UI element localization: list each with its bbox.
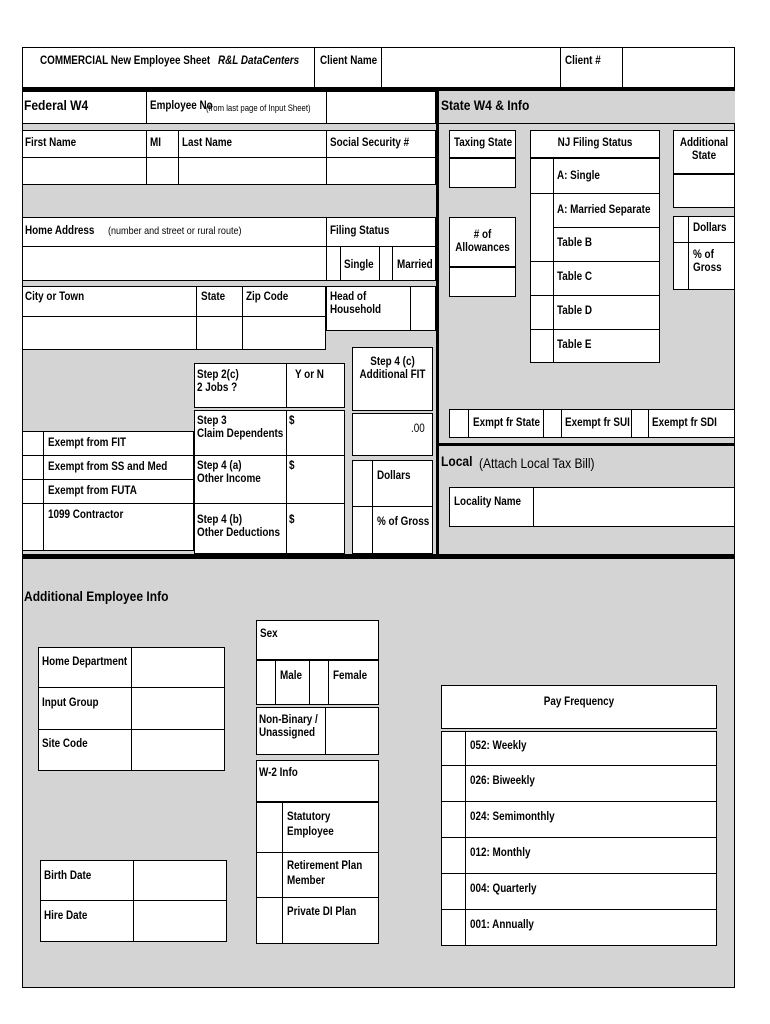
state-pct-checkbox[interactable] [674, 243, 688, 289]
local-title: Local [441, 453, 473, 469]
client-name-label: Client Name [320, 55, 378, 67]
home-address-label: Home Address [25, 225, 95, 237]
company-name: R&L DataCenters [218, 55, 300, 67]
site-code-input[interactable] [133, 731, 223, 770]
state-pct-label-1: % of [693, 249, 714, 261]
city-label: City or Town [25, 291, 85, 303]
hoh-label-1: Head of [330, 291, 367, 303]
step4a-label-2: Other Income [197, 473, 261, 485]
first-name-label: First Name [25, 137, 77, 149]
hoh-checkbox[interactable] [411, 287, 435, 330]
exempt-futa-label: Exempt from FUTA [48, 485, 137, 497]
employee-no-input[interactable] [328, 93, 434, 122]
step2c-label-2: 2 Jobs ? [197, 382, 238, 394]
private-di-label: Private DI Plan [287, 906, 357, 918]
step3-dollar: $ [289, 415, 295, 427]
exempt-fit-checkbox[interactable] [23, 432, 43, 454]
hire-date-label: Hire Date [44, 910, 88, 922]
client-number-input[interactable] [624, 49, 733, 86]
single-label: Single [344, 259, 374, 271]
nj-option-table-e[interactable]: Table E [557, 339, 592, 351]
exempt-ss-label: Exempt from SS and Med [48, 461, 168, 473]
nj-option-a-married[interactable]: A: Married Separate [557, 204, 651, 216]
last-name-label: Last Name [182, 137, 233, 149]
birth-date-label: Birth Date [44, 870, 92, 882]
exempt-futa-checkbox[interactable] [23, 480, 43, 502]
statutory-label-2: Employee [287, 826, 334, 838]
fit-dollars-checkbox[interactable] [353, 461, 372, 505]
state-pct-label-2: Gross [693, 262, 722, 274]
additional-state-label-1: Additional [679, 137, 729, 149]
yorn-label: Y or N [295, 369, 324, 381]
exmpt-sui-checkbox[interactable] [544, 410, 561, 437]
exempt-ss-checkbox[interactable] [23, 456, 43, 478]
male-checkbox[interactable] [257, 661, 275, 704]
step4c-label-2: Additional FIT [359, 369, 426, 381]
ssn-input[interactable] [328, 159, 435, 184]
freq-weekly[interactable]: 052: Weekly [470, 740, 527, 752]
retirement-label-1: Retirement Plan [287, 860, 363, 872]
step3-label-1: Step 3 [197, 415, 227, 427]
step2c-label-1: Step 2(c) [197, 369, 239, 381]
home-address-note: (number and street or rural route) [108, 225, 242, 237]
fit-dollars-label: Dollars [377, 470, 411, 482]
freq-annually[interactable]: 001: Annually [470, 919, 534, 931]
first-name-input[interactable] [23, 159, 145, 184]
mi-input[interactable] [148, 159, 177, 184]
freq-quarterly[interactable]: 004: Quarterly [470, 883, 537, 895]
input-group-input[interactable] [133, 689, 223, 728]
married-label: Married [397, 259, 433, 271]
local-note: (Attach Local Tax Bill) [479, 455, 595, 471]
last-name-input[interactable] [180, 159, 325, 184]
nj-option-table-d[interactable]: Table D [557, 305, 592, 317]
contractor-checkbox[interactable] [23, 504, 43, 550]
client-number-label: Client # [565, 55, 601, 67]
home-department-input[interactable] [133, 649, 223, 686]
statutory-checkbox[interactable] [257, 803, 282, 852]
male-label: Male [280, 670, 302, 682]
sex-label: Sex [260, 628, 278, 640]
client-name-input[interactable] [383, 49, 558, 86]
step3-label-2: Claim Dependents [197, 428, 284, 440]
single-checkbox[interactable] [327, 247, 340, 280]
zip-input[interactable] [244, 318, 325, 349]
exmpt-sdi-label: Exempt fr SDI [652, 417, 717, 429]
filing-status-label: Filing Status [330, 225, 390, 237]
nj-status-label: NJ Filing Status [557, 137, 633, 149]
additional-state-label-2: State [691, 150, 717, 162]
step4a-input[interactable] [299, 457, 344, 502]
nj-option-table-c[interactable]: Table C [557, 271, 592, 283]
allowances-label-1: # of [473, 229, 492, 241]
taxing-state-label: Taxing State [454, 137, 513, 149]
retirement-label-2: Member [287, 875, 325, 887]
ssn-label: Social Security # [330, 137, 410, 149]
locality-name-label: Locality Name [454, 496, 522, 508]
city-input[interactable] [23, 318, 195, 349]
freq-biweekly[interactable]: 026: Biweekly [470, 775, 535, 787]
step3-input[interactable] [299, 412, 344, 454]
freq-monthly[interactable]: 012: Monthly [470, 847, 531, 859]
zip-label: Zip Code [246, 291, 289, 303]
home-address-input[interactable] [23, 248, 325, 280]
exempt-fit-label: Exempt from FIT [48, 437, 127, 449]
step4c-label-1: Step 4 (c) [370, 356, 415, 368]
married-checkbox[interactable] [380, 247, 392, 280]
fit-pct-label: % of Gross [377, 516, 430, 528]
step4b-label-1: Step 4 (b) [197, 514, 243, 526]
employee-no-note: (from last page of Input Sheet) [206, 103, 311, 113]
step4a-label-1: Step 4 (a) [197, 460, 242, 472]
employee-no-label: Employee No [150, 100, 213, 112]
step4b-dollar: $ [289, 514, 295, 526]
exmpt-sdi-checkbox[interactable] [632, 410, 648, 437]
nonbinary-label-2: Unassigned [259, 727, 316, 739]
additional-info-title: Additional Employee Info [24, 588, 169, 604]
state-label: State [201, 291, 226, 303]
female-label: Female [333, 670, 368, 682]
allowances-input[interactable] [449, 267, 516, 297]
exmpt-state-label: Exmpt fr State [473, 417, 541, 429]
exmpt-state-checkbox[interactable] [450, 410, 468, 437]
hire-date-input[interactable] [135, 902, 225, 941]
birth-date-input[interactable] [135, 862, 225, 899]
female-checkbox[interactable] [310, 661, 328, 704]
mi-label: MI [150, 137, 161, 149]
input-group-label: Input Group [42, 697, 99, 709]
hoh-label-2: Household [330, 304, 382, 316]
retirement-checkbox[interactable] [257, 853, 282, 897]
step4b-label-2: Other Deductions [197, 527, 280, 539]
federal-w4-title: Federal W4 [24, 97, 89, 113]
private-di-checkbox[interactable] [257, 898, 282, 943]
nj-option-a-single[interactable]: A: Single [557, 170, 600, 182]
home-department-label: Home Department [42, 656, 128, 668]
state-input[interactable] [198, 318, 241, 349]
state-dollars-checkbox[interactable] [674, 217, 688, 242]
pay-frequency-title: Pay Frequency [543, 696, 615, 708]
additional-state-input[interactable] [673, 174, 735, 208]
step4b-input[interactable] [299, 505, 344, 553]
additional-fit-value: .00 [411, 423, 425, 435]
allowances-label-2: Allowances [455, 242, 510, 254]
nj-option-table-b[interactable]: Table B [557, 237, 592, 249]
state-w4-title: State W4 & Info [441, 97, 530, 113]
statutory-label-1: Statutory [287, 811, 331, 823]
nonbinary-label-1: Non-Binary / [259, 714, 318, 726]
sheet-title: COMMERCIAL New Employee Sheet [40, 55, 211, 67]
state-dollars-label: Dollars [693, 222, 727, 234]
locality-name-input[interactable] [535, 489, 733, 525]
w2-info-label: W-2 Info [259, 767, 298, 779]
client-name-cell [314, 47, 315, 88]
contractor-label: 1099 Contractor [48, 509, 124, 521]
nonbinary-checkbox[interactable] [326, 708, 378, 754]
fit-pct-checkbox[interactable] [353, 507, 372, 553]
exmpt-sui-label: Exempt fr SUI [565, 417, 630, 429]
step4a-dollar: $ [289, 460, 295, 472]
site-code-label: Site Code [42, 738, 88, 750]
taxing-state-input[interactable] [449, 158, 516, 188]
freq-semimonthly[interactable]: 024: Semimonthly [470, 811, 555, 823]
